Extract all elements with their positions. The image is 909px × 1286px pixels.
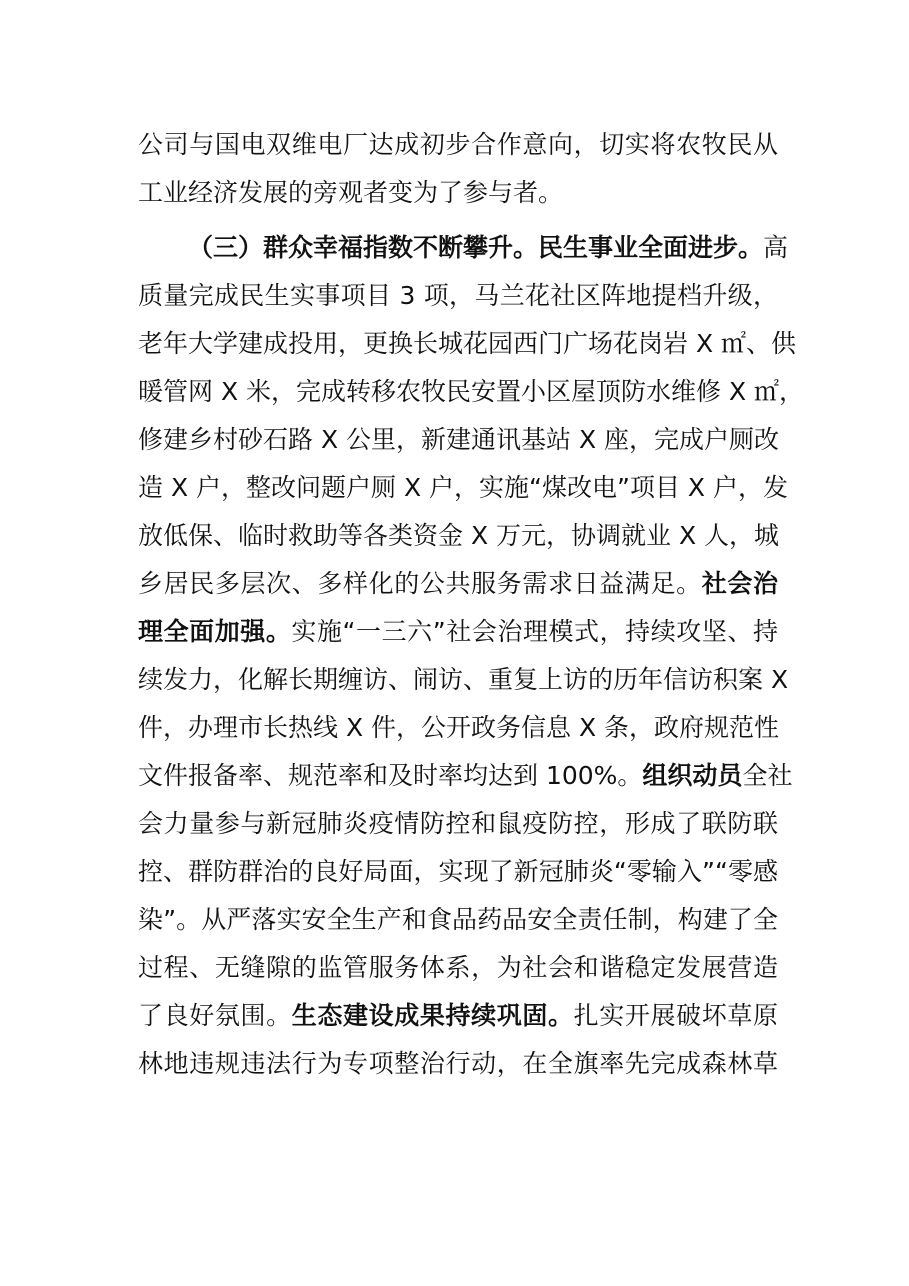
text-line — [138, 272, 778, 320]
body-text: 造 X 户，整改问题户厕 X 户，实施“煤改电”项目 X 户，发 — [138, 473, 788, 502]
body-text: 质量完成民生实事项目 3 项，马兰花社区阵地提档升级， — [138, 281, 778, 310]
body-text: 放低保、临时救助等各类资金 X 万元，协调就业 X 人，城 — [138, 521, 780, 550]
text-line — [138, 1040, 778, 1088]
body-text: 续发力，化解长期缠访、闹访、重复上访的历年信访积案 X — [138, 665, 789, 694]
body-text: 会力量参与新冠肺炎疫情防控和鼠疫防控，形成了联防联 — [138, 809, 778, 838]
body-text: 实施“一三六”社会治理模式，持续攻坚、持 — [291, 617, 778, 646]
paragraph-2 — [138, 224, 805, 1088]
body-text: 乡居民多层次、多样化的公共服务需求日益满足。 — [138, 569, 702, 598]
body-text: 全社 — [742, 761, 793, 790]
body-text: 暖管网 X 米，完成转移农牧民安置小区屋顶防水维修 X ㎡， — [138, 377, 805, 406]
body-text: 控、群防群治的良好局面，实现了新冠肺炎“零输入”“零感 — [138, 857, 778, 886]
body-text: 林地违规违法行为专项整治行动，在全旗率先完成森林草 — [138, 1049, 778, 1078]
text-line — [138, 608, 778, 656]
body-text: 文件报备率、规范率和及时率均达到 100%。 — [138, 761, 643, 790]
text-line — [138, 368, 805, 416]
text-line — [138, 560, 778, 608]
text-line — [138, 992, 778, 1040]
body-text: 件，办理市长热线 X 件，公开政务信息 X 条，政府规范性 — [138, 713, 780, 742]
text-line: 工业经济发展的旁观者变为了参与者。 — [138, 178, 564, 207]
bold-heading-text: 理全面加强。 — [138, 617, 292, 646]
text-line: 公司与国电双维电厂达成初步合作意向，切实将农牧民从 — [138, 130, 778, 159]
text-line — [138, 512, 778, 560]
bold-heading-text: 社会治 — [701, 569, 778, 598]
text-line — [138, 416, 778, 464]
text-line — [138, 800, 778, 848]
body-text: 高 — [763, 233, 789, 262]
text-line — [138, 704, 778, 752]
body-text: 了良好氛围。 — [138, 1001, 292, 1030]
text-line — [138, 224, 789, 272]
body-text: 修建乡村砂石路 X 公里，新建通讯基站 X 座，完成户厕改 — [138, 425, 780, 454]
body-text: 老年大学建成投用，更换长城花园西门广场花岗岩 X ㎡、供 — [138, 329, 797, 358]
body-text: 染”。从严落实安全生产和食品药品安全责任制，构建了全 — [138, 905, 778, 934]
bold-heading-text: 组织动员 — [642, 761, 743, 790]
body-text: 扎实开展破坏草原 — [573, 1001, 778, 1030]
text-line — [138, 320, 797, 368]
text-line — [138, 464, 788, 512]
text-line — [138, 896, 778, 944]
paragraph-1 — [138, 121, 778, 217]
text-line — [138, 848, 778, 896]
text-line — [138, 656, 789, 704]
bold-heading-text: （三）群众幸福指数不断攀升。民生事业全面进步。 — [188, 233, 764, 262]
bold-heading-text: 生态建设成果持续巩固。 — [291, 1001, 574, 1030]
text-line — [138, 752, 793, 800]
text-line — [138, 944, 778, 992]
body-text: 过程、无缝隙的监管服务体系，为社会和谐稳定发展营造 — [138, 953, 778, 982]
